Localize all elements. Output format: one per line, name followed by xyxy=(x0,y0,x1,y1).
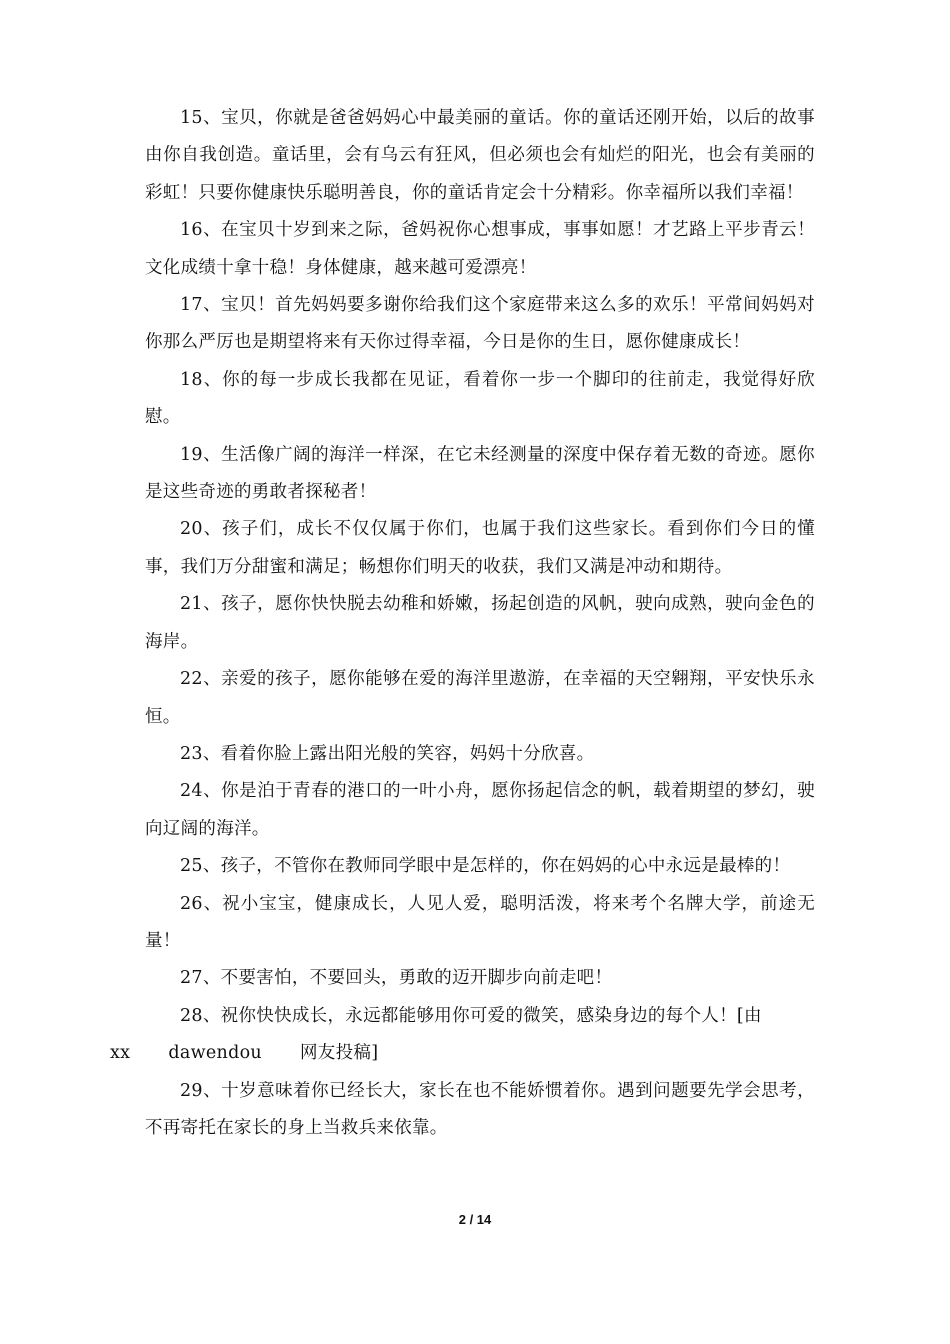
wish-paragraph-23: 23、看着你脸上露出阳光般的笑容，妈妈十分欣喜。 xyxy=(180,743,595,764)
source-site: xx xyxy=(110,1043,131,1064)
wish-paragraph-22: 22、亲爱的孩子，愿你能够在爱的海洋里遨游，在幸福的天空翱翔，平安快乐永恒。 xyxy=(145,669,815,727)
wish-paragraph-15: 15、宝贝，你就是爸爸妈妈心中最美丽的童话。你的童话还刚开始，以后的故事由你自我创造。童话里，会有乌云有狂风，但必须也会有灿烂的阳光，也会有美丽的彩虹！只要你健康快乐聪明善良，你的童话肯定会十分精彩。你幸福所以我们幸福！ xyxy=(145,108,815,203)
document-body xyxy=(110,100,815,1147)
source-label: 网友投稿] xyxy=(300,1043,379,1064)
wish-paragraph-24: 24、你是泊于青春的港口的一叶小舟，愿你扬起信念的帆，载着期望的梦幻，驶向辽阔的海洋。 xyxy=(145,781,815,839)
wish-28-text: 28、祝你快快成长，永远都能够用你可爱的微笑，感染身边的每个人！[由 xyxy=(180,1005,762,1026)
source-domain: dawendou xyxy=(168,1043,262,1064)
wish-paragraph-28 xyxy=(110,998,815,1073)
wish-paragraph-19: 19、生活像广阔的海洋一样深，在它未经测量的深度中保存着无数的奇迹。愿你是这些奇迹的勇敢者探秘者！ xyxy=(145,444,815,503)
wish-paragraph-17: 17、宝贝！首先妈妈要多谢你给我们这个家庭带来这么多的欢乐！平常间妈妈对你那么严厉也是期望将来有天你过得幸福，今日是你的生日，愿你健康成长！ xyxy=(145,295,815,353)
wish-paragraph-27: 27、不要害怕，不要回头，勇敢的迈开脚步向前走吧！ xyxy=(180,968,613,989)
wish-paragraph-18: 18、你的每一步成长我都在见证，看着你一步一个脚印的往前走，我觉得好欣慰。 xyxy=(145,369,815,428)
wish-paragraph-25: 25、孩子，不管你在教师同学眼中是怎样的，你在妈妈的心中永远是最棒的！ xyxy=(180,856,791,877)
wish-paragraph-26: 26、祝小宝宝，健康成长，人见人爱，聪明活泼，将来考个名牌大学，前途无量！ xyxy=(145,893,815,951)
wish-paragraph-16: 16、在宝贝十岁到来之际，爸妈祝你心想事成，事事如愿！才艺路上平步青云！文化成绩十拿十稳！身体健康，越来越可爱漂亮！ xyxy=(145,220,815,278)
wish-paragraph-29: 29、十岁意味着你已经长大，家长在也不能娇惯着你。遇到问题要先学会思考，不再寄托在家长的身上当救兵来依靠。 xyxy=(145,1080,815,1138)
page-number: 2 / 14 xyxy=(458,1212,492,1227)
wish-paragraph-20: 20、孩子们，成长不仅仅属于你们，也属于我们这些家长。看到你们今日的懂事，我们万分甜蜜和满足；畅想你们明天的收获，我们又满是冲动和期待。 xyxy=(145,519,815,577)
wish-paragraph-21: 21、孩子，愿你快快脱去幼稚和娇嫩，扬起创造的风帆，驶向成熟，驶向金色的海岸。 xyxy=(145,594,815,652)
